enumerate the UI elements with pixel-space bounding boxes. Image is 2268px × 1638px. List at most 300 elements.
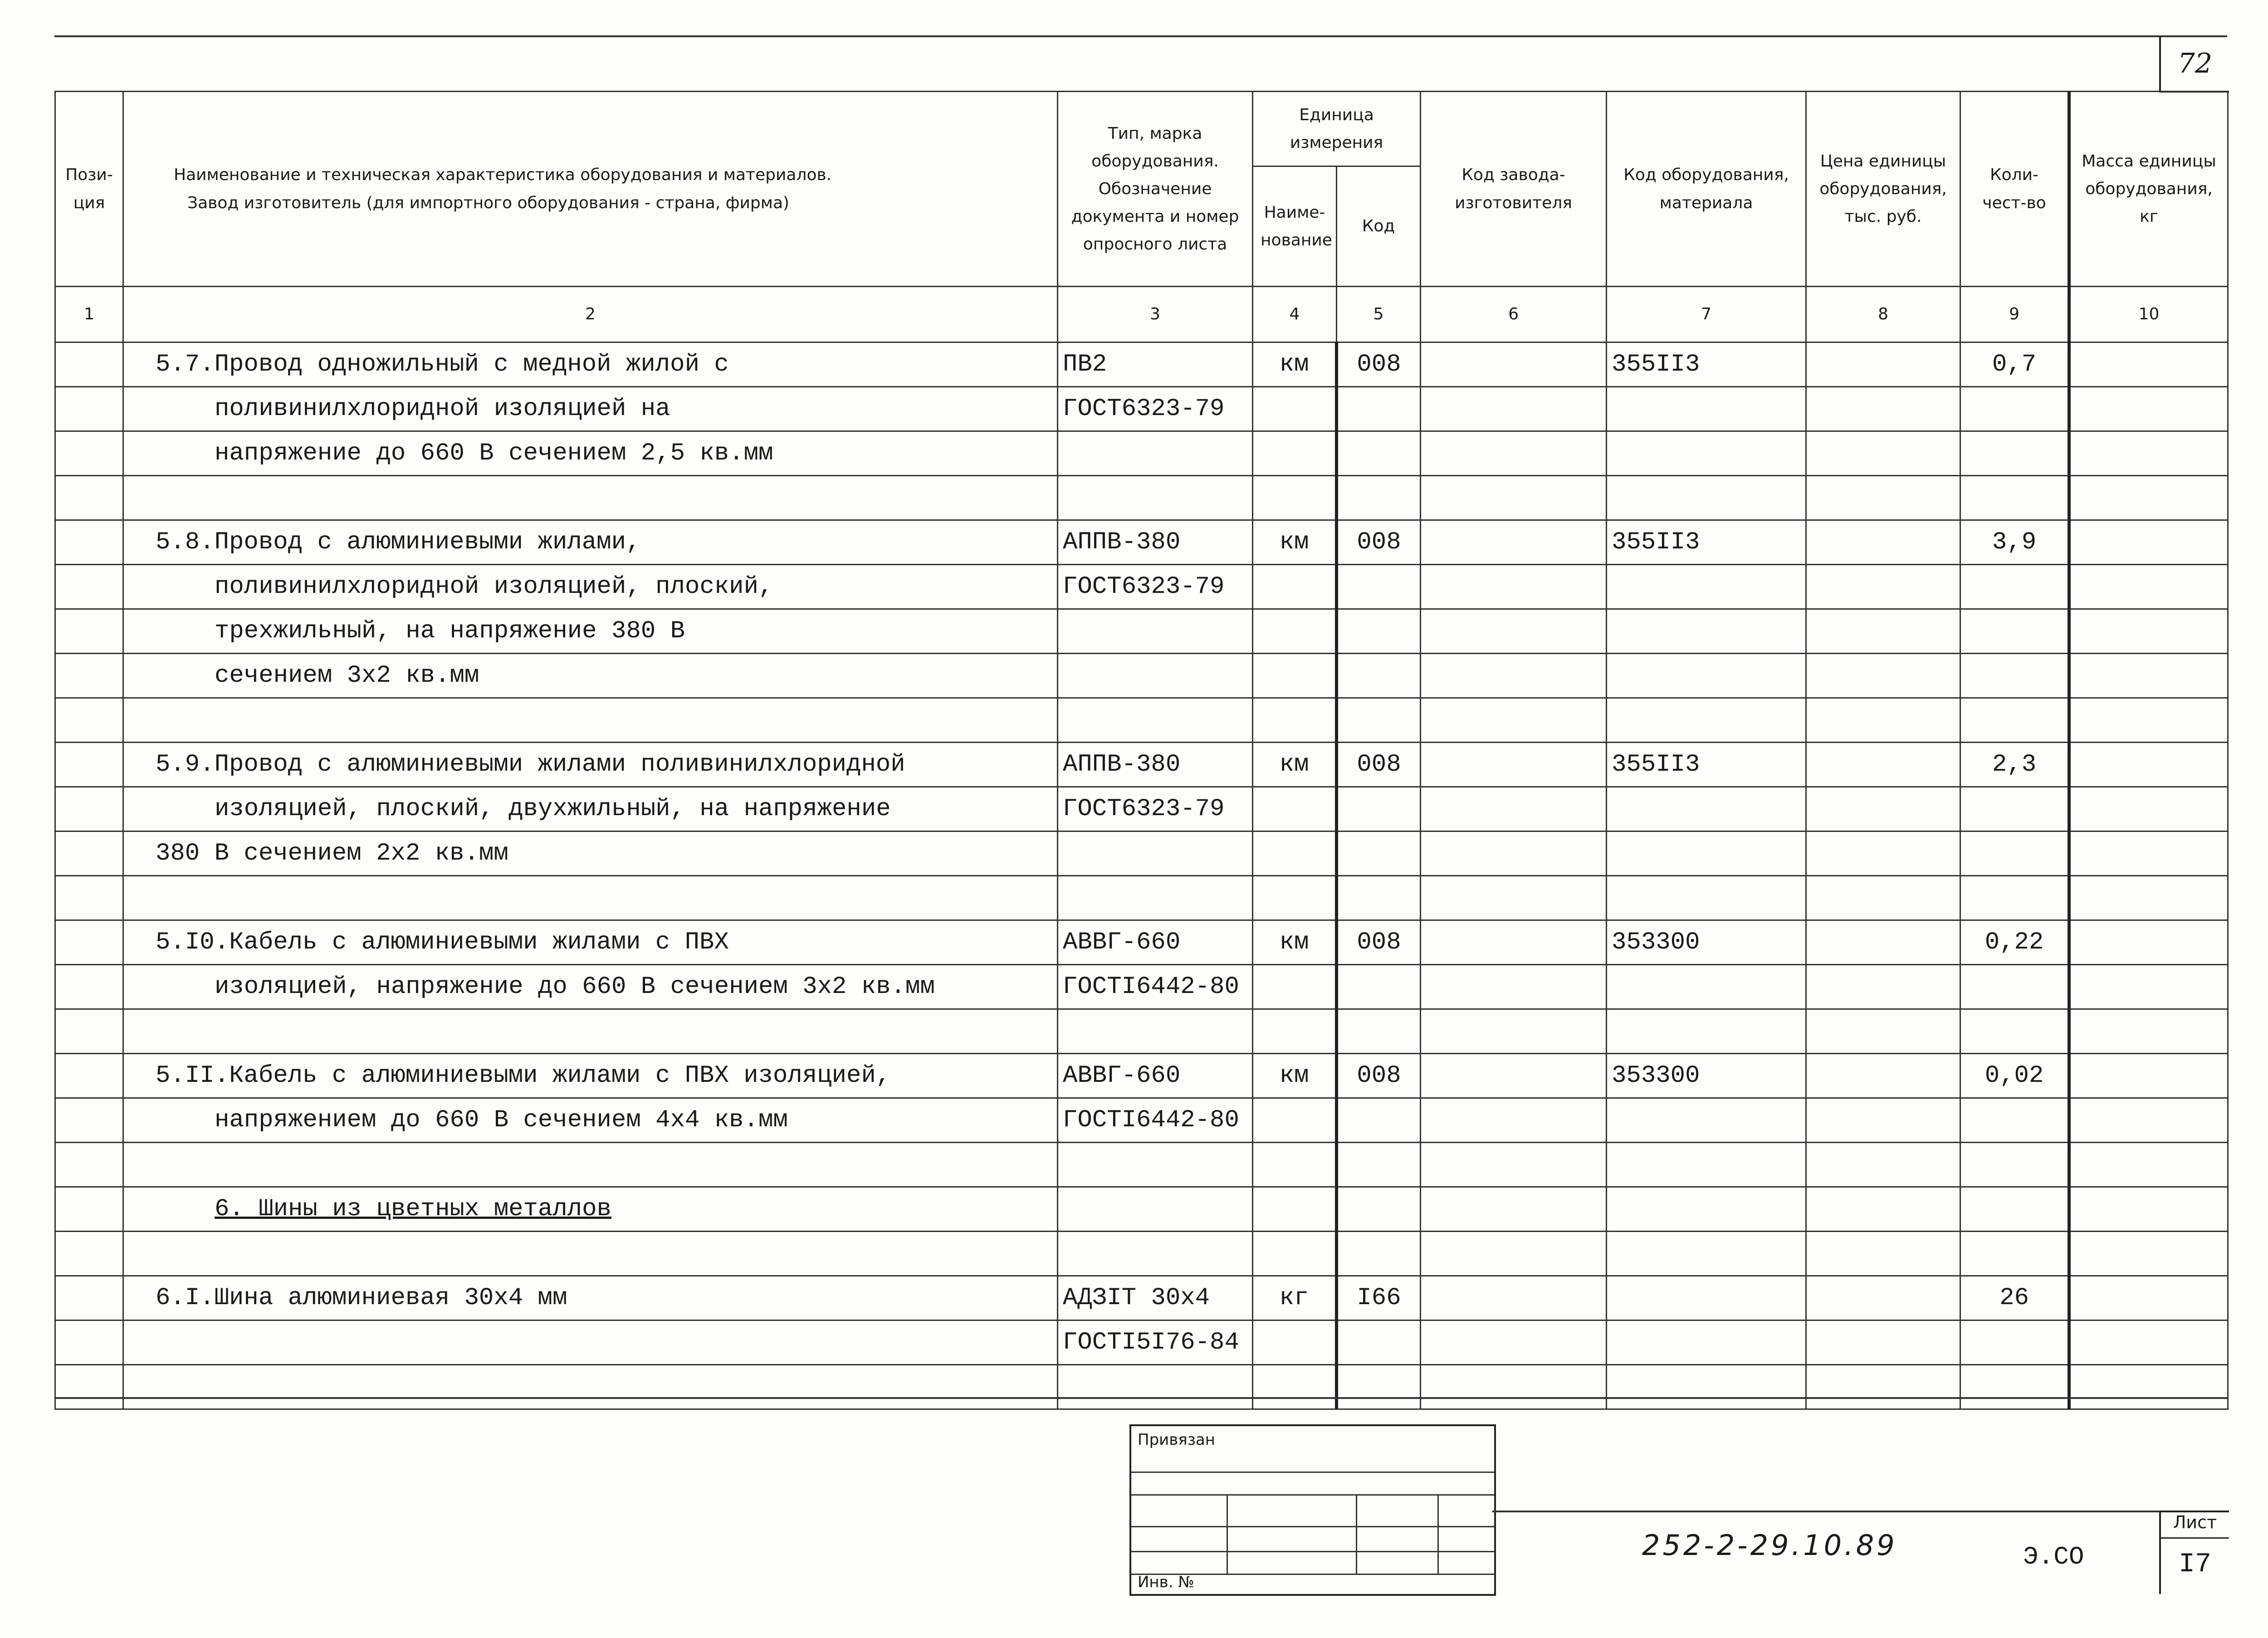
cell-col-10 bbox=[2069, 1320, 2228, 1365]
cell-col-4 bbox=[1253, 1187, 1337, 1232]
cell-col-8 bbox=[1806, 698, 1960, 743]
cell-col-7: 353300 bbox=[1607, 920, 1806, 965]
header-price: Цена единицы оборудования, тыс. руб. bbox=[1806, 92, 1960, 287]
cell-col-3: ПВ2 bbox=[1058, 342, 1253, 387]
cell-col-7 bbox=[1607, 476, 1806, 520]
cell-col-1 bbox=[55, 520, 123, 565]
stamp-divider bbox=[1356, 1494, 1357, 1574]
cell-col-5 bbox=[1337, 1143, 1421, 1187]
column-number: 6 bbox=[1421, 287, 1607, 342]
cell-col-7 bbox=[1607, 1276, 1806, 1320]
cell-col-5 bbox=[1337, 698, 1421, 743]
cell-col-3 bbox=[1058, 1187, 1253, 1232]
cell-col-6 bbox=[1421, 698, 1607, 743]
cell-col-8 bbox=[1806, 1009, 1960, 1054]
column-number: 8 bbox=[1806, 287, 1960, 342]
cell-col-8 bbox=[1806, 1143, 1960, 1187]
cell-col-1 bbox=[55, 743, 123, 787]
cell-col-1 bbox=[55, 1098, 123, 1143]
title-block-line bbox=[1492, 1511, 2227, 1512]
table-row bbox=[55, 1232, 2228, 1276]
cell-col-2: изоляцией, напряжение до 660 В сечением 3х2 кв.мм bbox=[123, 965, 1058, 1009]
table-row bbox=[55, 920, 2228, 965]
cell-col-6 bbox=[1421, 1365, 1607, 1409]
cell-col-3: ГОСТI5I76-84 bbox=[1058, 1320, 1253, 1365]
cell-col-5 bbox=[1337, 787, 1421, 831]
cell-col-3 bbox=[1058, 609, 1253, 654]
cell-col-1 bbox=[55, 1232, 123, 1276]
table-row bbox=[55, 1320, 2228, 1365]
cell-col-7 bbox=[1607, 787, 1806, 831]
cell-col-6 bbox=[1421, 876, 1607, 920]
cell-col-2 bbox=[123, 698, 1058, 743]
cell-col-7 bbox=[1607, 1143, 1806, 1187]
cell-col-3 bbox=[1058, 698, 1253, 743]
cell-col-10 bbox=[2069, 831, 2228, 876]
cell-col-6 bbox=[1421, 1054, 1607, 1098]
cell-col-9 bbox=[1960, 876, 2069, 920]
table-row bbox=[55, 476, 2228, 520]
cell-col-8 bbox=[1806, 1187, 1960, 1232]
cell-col-8 bbox=[1806, 1276, 1960, 1320]
cell-col-9 bbox=[1960, 831, 2069, 876]
cell-col-9 bbox=[1960, 476, 2069, 520]
cell-col-9 bbox=[1960, 609, 2069, 654]
attachment-stamp bbox=[1129, 1424, 1496, 1596]
top-border-line bbox=[54, 35, 2227, 37]
cell-col-6 bbox=[1421, 965, 1607, 1009]
cell-col-8 bbox=[1806, 609, 1960, 654]
cell-col-4 bbox=[1253, 431, 1337, 476]
cell-col-1 bbox=[55, 387, 123, 431]
specification-body bbox=[55, 342, 2228, 1409]
cell-col-4 bbox=[1253, 1232, 1337, 1276]
table-row bbox=[55, 787, 2228, 831]
cell-col-1 bbox=[55, 431, 123, 476]
cell-col-1 bbox=[55, 787, 123, 831]
cell-col-3 bbox=[1058, 1365, 1253, 1409]
table-row bbox=[55, 698, 2228, 743]
cell-col-6 bbox=[1421, 1098, 1607, 1143]
cell-col-2: 6.I.Шина алюминиевая 30х4 мм bbox=[123, 1276, 1058, 1320]
cell-col-8 bbox=[1806, 520, 1960, 565]
cell-col-7: 355II3 bbox=[1607, 743, 1806, 787]
cell-col-9: 3,9 bbox=[1960, 520, 2069, 565]
cell-col-1 bbox=[55, 831, 123, 876]
table-row bbox=[55, 831, 2228, 876]
cell-col-4 bbox=[1253, 654, 1337, 698]
cell-col-9 bbox=[1960, 1143, 2069, 1187]
cell-col-3: АППВ-380 bbox=[1058, 520, 1253, 565]
cell-col-2: 5.9.Провод с алюминиевыми жилами поливинилхлоридной bbox=[123, 743, 1058, 787]
cell-col-8 bbox=[1806, 1098, 1960, 1143]
cell-col-10 bbox=[2069, 1054, 2228, 1098]
header-material-code: Код оборудования, материала bbox=[1607, 92, 1806, 287]
header-name-line2: Завод изготовитель (для импортного оборудования - страна, фирма) bbox=[187, 193, 790, 212]
cell-col-8 bbox=[1806, 920, 1960, 965]
cell-col-7 bbox=[1607, 1320, 1806, 1365]
cell-col-6 bbox=[1421, 431, 1607, 476]
cell-col-5: 008 bbox=[1337, 743, 1421, 787]
cell-col-5 bbox=[1337, 1187, 1421, 1232]
cell-col-10 bbox=[2069, 1276, 2228, 1320]
cell-col-9 bbox=[1960, 1098, 2069, 1143]
cell-col-10 bbox=[2069, 520, 2228, 565]
cell-col-5 bbox=[1337, 654, 1421, 698]
cell-col-4 bbox=[1253, 1098, 1337, 1143]
header-name bbox=[123, 92, 1058, 287]
column-number: 7 bbox=[1607, 287, 1806, 342]
cell-col-9 bbox=[1960, 965, 2069, 1009]
column-number-row bbox=[55, 287, 2228, 342]
cell-col-4: км bbox=[1253, 520, 1337, 565]
cell-col-7 bbox=[1607, 431, 1806, 476]
cell-col-4 bbox=[1253, 1009, 1337, 1054]
stamp-divider bbox=[1131, 1472, 1494, 1473]
cell-col-7 bbox=[1607, 698, 1806, 743]
cell-col-6 bbox=[1421, 787, 1607, 831]
cell-col-7 bbox=[1607, 965, 1806, 1009]
cell-col-1 bbox=[55, 698, 123, 743]
cell-col-10 bbox=[2069, 1098, 2228, 1143]
cell-col-5 bbox=[1337, 1320, 1421, 1365]
cell-col-7 bbox=[1607, 565, 1806, 609]
cell-col-6 bbox=[1421, 831, 1607, 876]
cell-col-2: поливинилхлоридной изоляцией, плоский, bbox=[123, 565, 1058, 609]
cell-col-8 bbox=[1806, 476, 1960, 520]
cell-col-10 bbox=[2069, 743, 2228, 787]
cell-col-1 bbox=[55, 920, 123, 965]
cell-col-9: 2,3 bbox=[1960, 743, 2069, 787]
cell-col-4: км bbox=[1253, 743, 1337, 787]
cell-col-4 bbox=[1253, 1320, 1337, 1365]
cell-col-9 bbox=[1960, 1320, 2069, 1365]
cell-col-8 bbox=[1806, 387, 1960, 431]
document-code: 252-2-29.10.89 bbox=[1642, 1529, 1897, 1562]
cell-col-9 bbox=[1960, 787, 2069, 831]
cell-col-3: ГОСТ6323-79 bbox=[1058, 565, 1253, 609]
cell-col-2 bbox=[123, 1365, 1058, 1409]
header-position: Пози-ция bbox=[55, 92, 123, 287]
cell-col-2: напряжение до 660 В сечением 2,5 кв.мм bbox=[123, 431, 1058, 476]
stamp-divider bbox=[1437, 1494, 1439, 1574]
cell-col-1 bbox=[55, 965, 123, 1009]
specification-table bbox=[54, 91, 2229, 1410]
cell-col-3: АППВ-380 bbox=[1058, 743, 1253, 787]
cell-col-9 bbox=[1960, 431, 2069, 476]
cell-col-8 bbox=[1806, 876, 1960, 920]
cell-col-8 bbox=[1806, 965, 1960, 1009]
cell-col-3 bbox=[1058, 1232, 1253, 1276]
cell-col-1 bbox=[55, 1054, 123, 1098]
cell-col-10 bbox=[2069, 1365, 2228, 1409]
cell-col-4 bbox=[1253, 831, 1337, 876]
column-number: 5 bbox=[1337, 287, 1421, 342]
cell-col-10 bbox=[2069, 476, 2228, 520]
table-row bbox=[55, 387, 2228, 431]
cell-col-7 bbox=[1607, 1365, 1806, 1409]
table-row bbox=[55, 965, 2228, 1009]
cell-col-10 bbox=[2069, 1232, 2228, 1276]
cell-col-1 bbox=[55, 1320, 123, 1365]
cell-col-9 bbox=[1960, 1187, 2069, 1232]
cell-col-6 bbox=[1421, 520, 1607, 565]
cell-col-9 bbox=[1960, 1365, 2069, 1409]
stamp-divider bbox=[1131, 1494, 1494, 1496]
cell-col-6 bbox=[1421, 920, 1607, 965]
cell-col-6 bbox=[1421, 1320, 1607, 1365]
cell-col-1 bbox=[55, 476, 123, 520]
cell-col-1 bbox=[55, 1009, 123, 1054]
cell-col-5 bbox=[1337, 1009, 1421, 1054]
table-row bbox=[55, 1098, 2228, 1143]
cell-col-3: ГОСТI6442-80 bbox=[1058, 965, 1253, 1009]
cell-col-10 bbox=[2069, 920, 2228, 965]
header-unit-code: Код bbox=[1337, 166, 1421, 287]
cell-col-1 bbox=[55, 1187, 123, 1232]
cell-col-2: 5.7.Провод одножильный с медной жилой с bbox=[123, 342, 1058, 387]
cell-col-9 bbox=[1960, 698, 2069, 743]
header-unit-name: Наиме-нование bbox=[1253, 166, 1337, 287]
cell-col-1 bbox=[55, 1143, 123, 1187]
cell-col-7 bbox=[1607, 1232, 1806, 1276]
cell-col-4 bbox=[1253, 387, 1337, 431]
cell-col-5 bbox=[1337, 965, 1421, 1009]
cell-col-1 bbox=[55, 565, 123, 609]
cell-col-4: км bbox=[1253, 920, 1337, 965]
cell-col-3 bbox=[1058, 431, 1253, 476]
cell-col-6 bbox=[1421, 565, 1607, 609]
cell-col-3 bbox=[1058, 476, 1253, 520]
table-row bbox=[55, 431, 2228, 476]
cell-col-6 bbox=[1421, 342, 1607, 387]
table-row bbox=[55, 1143, 2228, 1187]
cell-col-9 bbox=[1960, 1232, 2069, 1276]
cell-col-9 bbox=[1960, 387, 2069, 431]
header-mass: Масса единицы оборудования, кг bbox=[2069, 92, 2228, 287]
cell-col-8 bbox=[1806, 431, 1960, 476]
cell-col-7 bbox=[1607, 1098, 1806, 1143]
cell-col-9: 0,22 bbox=[1960, 920, 2069, 965]
cell-col-5: 008 bbox=[1337, 1054, 1421, 1098]
cell-col-7 bbox=[1607, 654, 1806, 698]
cell-col-2: 380 В сечением 2х2 кв.мм bbox=[123, 831, 1058, 876]
cell-col-3 bbox=[1058, 876, 1253, 920]
document-section: Э.СО bbox=[2023, 1542, 2084, 1571]
cell-col-5 bbox=[1337, 387, 1421, 431]
cell-col-4 bbox=[1253, 476, 1337, 520]
cell-col-5 bbox=[1337, 1232, 1421, 1276]
table-bottom-line bbox=[54, 1397, 2227, 1399]
cell-col-4 bbox=[1253, 787, 1337, 831]
column-number: 4 bbox=[1253, 287, 1337, 342]
cell-col-9: 0,02 bbox=[1960, 1054, 2069, 1098]
cell-col-10 bbox=[2069, 609, 2228, 654]
cell-col-8 bbox=[1806, 654, 1960, 698]
cell-col-2: 5.I0.Кабель с алюминиевыми жилами с ПВХ bbox=[123, 920, 1058, 965]
cell-col-3 bbox=[1058, 1143, 1253, 1187]
cell-col-9 bbox=[1960, 654, 2069, 698]
cell-col-2: сечением 3х2 кв.мм bbox=[123, 654, 1058, 698]
cell-col-1 bbox=[55, 609, 123, 654]
header-type: Тип, марка оборудования. Обозначение документа и номер опросного листа bbox=[1058, 92, 1253, 287]
cell-col-3 bbox=[1058, 1009, 1253, 1054]
cell-col-10 bbox=[2069, 698, 2228, 743]
stamp-inventory-label: Инв. № bbox=[1138, 1573, 1194, 1591]
table-row bbox=[55, 1276, 2228, 1320]
cell-col-6 bbox=[1421, 476, 1607, 520]
cell-col-8 bbox=[1806, 1365, 1960, 1409]
cell-col-6 bbox=[1421, 1187, 1607, 1232]
cell-col-7: 355II3 bbox=[1607, 342, 1806, 387]
cell-col-2 bbox=[123, 1320, 1058, 1365]
cell-col-4: км bbox=[1253, 1054, 1337, 1098]
cell-col-1 bbox=[55, 342, 123, 387]
cell-col-6 bbox=[1421, 654, 1607, 698]
cell-col-6 bbox=[1421, 609, 1607, 654]
cell-col-8 bbox=[1806, 831, 1960, 876]
cell-col-10 bbox=[2069, 565, 2228, 609]
cell-col-5 bbox=[1337, 831, 1421, 876]
cell-col-10 bbox=[2069, 654, 2228, 698]
cell-col-5: 008 bbox=[1337, 342, 1421, 387]
cell-col-3: ГОСТ6323-79 bbox=[1058, 787, 1253, 831]
cell-col-1 bbox=[55, 876, 123, 920]
cell-col-9: 26 bbox=[1960, 1276, 2069, 1320]
cell-col-5 bbox=[1337, 1098, 1421, 1143]
cell-col-8 bbox=[1806, 342, 1960, 387]
column-number: 3 bbox=[1058, 287, 1253, 342]
cell-col-3: ГОСТ6323-79 bbox=[1058, 387, 1253, 431]
stamp-attached-label: Привязан bbox=[1138, 1431, 1215, 1449]
table-row bbox=[55, 609, 2228, 654]
cell-col-5 bbox=[1337, 431, 1421, 476]
stamp-divider bbox=[1227, 1494, 1228, 1574]
cell-col-10 bbox=[2069, 965, 2228, 1009]
cell-col-6 bbox=[1421, 1143, 1607, 1187]
cell-col-3 bbox=[1058, 654, 1253, 698]
table-row bbox=[55, 743, 2228, 787]
table-row bbox=[55, 520, 2228, 565]
table-row bbox=[55, 565, 2228, 609]
cell-col-7: 355II3 bbox=[1607, 520, 1806, 565]
sheet-number: I7 bbox=[2178, 1549, 2211, 1580]
cell-col-5: 008 bbox=[1337, 920, 1421, 965]
cell-col-2: 5.II.Кабель с алюминиевыми жилами с ПВХ изоляцией, bbox=[123, 1054, 1058, 1098]
cell-col-2 bbox=[123, 1143, 1058, 1187]
cell-col-7: 353300 bbox=[1607, 1054, 1806, 1098]
cell-col-6 bbox=[1421, 387, 1607, 431]
cell-col-2: 6. Шины из цветных металлов bbox=[123, 1187, 1058, 1232]
cell-col-2: поливинилхлоридной изоляцией на bbox=[123, 387, 1058, 431]
cell-col-10 bbox=[2069, 387, 2228, 431]
cell-col-7 bbox=[1607, 387, 1806, 431]
cell-col-2 bbox=[123, 1009, 1058, 1054]
cell-col-3 bbox=[1058, 831, 1253, 876]
cell-col-1 bbox=[55, 1276, 123, 1320]
cell-col-2: 5.8.Провод с алюминиевыми жилами, bbox=[123, 520, 1058, 565]
cell-col-5: 008 bbox=[1337, 520, 1421, 565]
cell-col-6 bbox=[1421, 1009, 1607, 1054]
header-name-line1: Наименование и техническая характеристика оборудования и материалов. bbox=[174, 166, 832, 185]
cell-col-5 bbox=[1337, 609, 1421, 654]
cell-col-8 bbox=[1806, 743, 1960, 787]
table-row bbox=[55, 1365, 2228, 1409]
header-quantity: Коли-чест-во bbox=[1960, 92, 2069, 287]
cell-col-4 bbox=[1253, 698, 1337, 743]
column-number: 10 bbox=[2069, 287, 2228, 342]
cell-col-7 bbox=[1607, 1009, 1806, 1054]
cell-col-10 bbox=[2069, 431, 2228, 476]
cell-col-4: кг bbox=[1253, 1276, 1337, 1320]
cell-col-9: 0,7 bbox=[1960, 342, 2069, 387]
cell-col-4 bbox=[1253, 965, 1337, 1009]
sheet-label: Лист bbox=[2161, 1512, 2229, 1539]
cell-col-2 bbox=[123, 476, 1058, 520]
stamp-divider bbox=[1131, 1551, 1494, 1552]
cell-col-10 bbox=[2069, 1187, 2228, 1232]
cell-col-6 bbox=[1421, 743, 1607, 787]
cell-col-8 bbox=[1806, 1320, 1960, 1365]
cell-col-4 bbox=[1253, 565, 1337, 609]
cell-col-4: км bbox=[1253, 342, 1337, 387]
cell-col-8 bbox=[1806, 787, 1960, 831]
cell-col-7 bbox=[1607, 1187, 1806, 1232]
cell-col-7 bbox=[1607, 609, 1806, 654]
cell-col-4 bbox=[1253, 1143, 1337, 1187]
column-number: 1 bbox=[55, 287, 123, 342]
cell-col-4 bbox=[1253, 609, 1337, 654]
cell-col-4 bbox=[1253, 876, 1337, 920]
cell-col-5 bbox=[1337, 565, 1421, 609]
cell-col-9 bbox=[1960, 1009, 2069, 1054]
table-row bbox=[55, 876, 2228, 920]
page-number: 72 bbox=[2159, 36, 2229, 93]
cell-col-10 bbox=[2069, 1009, 2228, 1054]
cell-col-8 bbox=[1806, 1054, 1960, 1098]
cell-col-9 bbox=[1960, 565, 2069, 609]
cell-col-7 bbox=[1607, 876, 1806, 920]
cell-col-1 bbox=[55, 654, 123, 698]
cell-col-7 bbox=[1607, 831, 1806, 876]
cell-col-10 bbox=[2069, 787, 2228, 831]
cell-col-10 bbox=[2069, 342, 2228, 387]
sheet-box bbox=[2159, 1511, 2229, 1594]
table-row bbox=[55, 1009, 2228, 1054]
table-row bbox=[55, 654, 2228, 698]
column-number: 9 bbox=[1960, 287, 2069, 342]
cell-col-2: трехжильный, на напряжение 380 В bbox=[123, 609, 1058, 654]
cell-col-2 bbox=[123, 876, 1058, 920]
cell-col-5 bbox=[1337, 476, 1421, 520]
table-row bbox=[55, 1187, 2228, 1232]
header-unit: Единица измерения bbox=[1253, 92, 1421, 166]
cell-col-8 bbox=[1806, 1232, 1960, 1276]
header-maker-code: Код завода-изготовителя bbox=[1421, 92, 1607, 287]
cell-col-3: ГОСТI6442-80 bbox=[1058, 1098, 1253, 1143]
cell-col-5 bbox=[1337, 1365, 1421, 1409]
cell-col-8 bbox=[1806, 565, 1960, 609]
cell-col-2 bbox=[123, 1232, 1058, 1276]
cell-col-4 bbox=[1253, 1365, 1337, 1409]
cell-col-3: АВВГ-660 bbox=[1058, 1054, 1253, 1098]
stamp-divider bbox=[1131, 1526, 1494, 1527]
column-number: 2 bbox=[123, 287, 1058, 342]
table-row bbox=[55, 1054, 2228, 1098]
cell-col-1 bbox=[55, 1365, 123, 1409]
cell-col-5 bbox=[1337, 876, 1421, 920]
cell-col-10 bbox=[2069, 876, 2228, 920]
